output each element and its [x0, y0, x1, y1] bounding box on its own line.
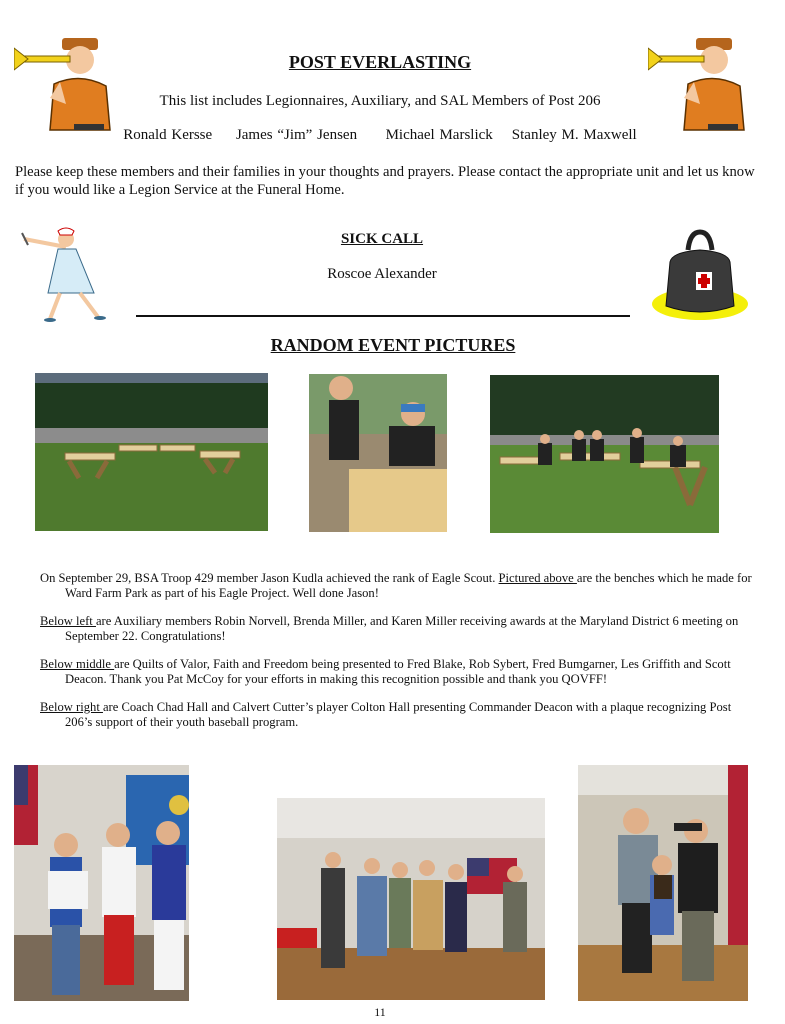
- photo-plaque-presentation: [578, 765, 748, 1001]
- caption-underlined-lead: Below right: [40, 700, 103, 714]
- memorial-name-list: [0, 127, 760, 144]
- section-divider: [136, 315, 630, 317]
- photo-quilts-of-valor: [277, 798, 545, 1000]
- caption-underlined-lead: Below middle: [40, 657, 115, 671]
- memorial-name: James “Jim” Jensen: [235, 127, 358, 143]
- photo-scouts-building: [309, 374, 447, 532]
- post-everlasting-intro: This list includes Legionnaires, Auxiliary, and SAL Members of Post 206: [159, 93, 601, 109]
- page-number: 11: [374, 1005, 386, 1019]
- random-events-title: RANDOM EVENT PICTURES: [270, 335, 516, 355]
- photo-benches-park: [35, 373, 268, 531]
- bugler-clipart-left: [14, 30, 114, 132]
- bugler-clipart-right: [648, 30, 748, 132]
- sick-call-name: Roscoe Alexander: [327, 266, 437, 282]
- caption-underlined-lead: Pictured above: [498, 571, 577, 585]
- photo-auxiliary-awards: [14, 765, 189, 1001]
- memorial-name: Ronald Kersse: [123, 127, 213, 143]
- caption-underlined-lead: Below left: [40, 614, 96, 628]
- photo-captions: [40, 571, 752, 743]
- caption-below-right: Below right are Coach Chad Hall and Calvert Cutter’s player Colton Hall presenting Commander Deacon with a plaque recognizing Post 206’s support of their youth baseball program.: [40, 700, 732, 729]
- caption-below-middle: Below middle are Quilts of Valor, Faith and Freedom being presented to Fred Blake, Rob Sybert, Fred Bumgarner, Les Griffith and Scott Deacon. Thank you Pat McCoy for your efforts in making this recognition possible and thank you QOVFF!: [40, 657, 731, 686]
- caption-below-left: Below left are Auxiliary members Robin Norvell, Brenda Miller, and Karen Miller receiving awards at the Maryland District 6 meeting on September 22. Congratulations!: [40, 614, 739, 643]
- post-everlasting-title: POST EVERLASTING: [288, 52, 472, 72]
- photo-group-on-benches: [490, 375, 719, 533]
- sick-call-title: SICK CALL: [340, 231, 424, 247]
- memorial-name: Stanley M. Maxwell: [511, 127, 637, 143]
- caption-eagle-scout: On September 29, BSA Troop 429 member Jason Kudla achieved the rank of Eagle Scout. Pictured above are the benches which he made for Ward Farm Park as part of his Eagle Project. Well done Jason!: [40, 571, 752, 600]
- post-everlasting-closing: Please keep these members and their families in your thoughts and prayers. Please contact the appropriate unit and let us know if you would like a Legion Service at the Funeral Home.: [15, 164, 755, 198]
- memorial-name: Michael Marslick: [385, 127, 493, 143]
